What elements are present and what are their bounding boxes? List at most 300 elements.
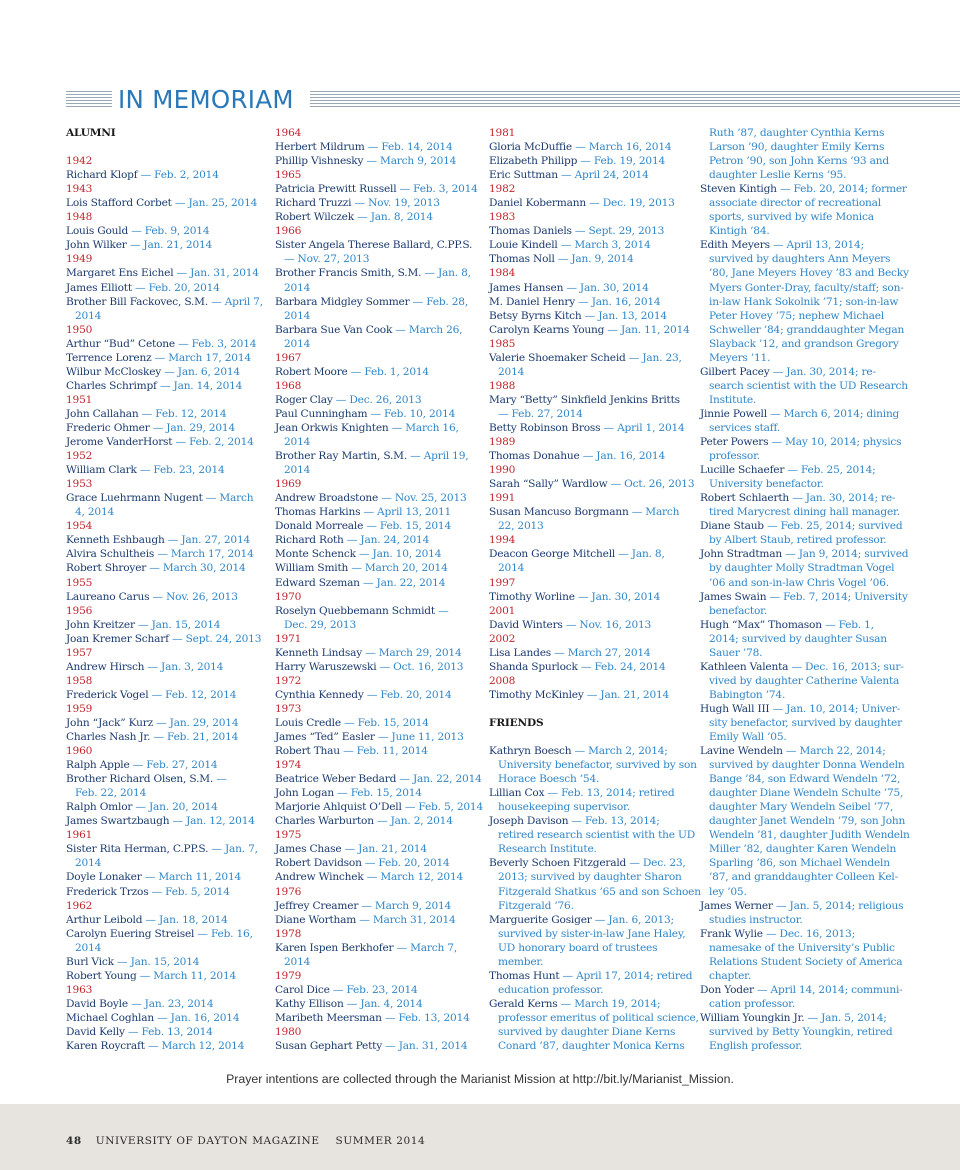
person-name: James Hansen	[489, 281, 564, 294]
entry-detail: — March 30, 2014	[146, 562, 246, 575]
memorial-entry	[66, 800, 262, 814]
entry-detail: — Oct. 16, 2013	[376, 660, 464, 673]
person-name: James Swain	[700, 590, 767, 603]
memorial-entry	[700, 238, 896, 252]
entry-continuation: survived by daughter Diane Kerns	[498, 1026, 676, 1038]
memorial-entry	[275, 1011, 471, 1025]
memorial-entry	[489, 224, 685, 238]
person-name: Kenneth Eshbaugh	[66, 534, 165, 547]
entry-continuation: daughter Janet Wendeln ’79, son John	[709, 815, 906, 828]
entry-continuation: UD honorary board of trustees	[498, 941, 658, 954]
entry-continuation: Meyers ’11.	[709, 351, 771, 364]
memorial-entry	[700, 365, 896, 379]
entry-detail: — Jan. 18, 2014	[142, 913, 228, 926]
entry-detail: — March 11, 2014	[141, 871, 242, 884]
person-name: James Swartzbaugh	[66, 815, 170, 828]
person-name: Ralph Omlor	[66, 801, 133, 814]
entry-detail: — Feb. 7, 2014; University	[766, 590, 908, 603]
memorial-entry	[66, 379, 262, 393]
person-name: John Logan	[275, 787, 334, 800]
memorial-entry	[66, 1039, 262, 1053]
person-name: John Stradtman	[700, 548, 782, 561]
person-name: Richard Roth	[275, 534, 344, 547]
entry-detail: — Feb. 25, 2014; survived	[763, 520, 903, 533]
entry-continuation: associate director of recreational	[709, 197, 881, 210]
entry-detail: — Jan. 8, 2014	[353, 211, 433, 224]
person-name: Thomas Daniels	[489, 225, 572, 238]
prayer-intentions-note: Prayer intentions are collected through the Marianist Mission at http://bit.ly/Marianist_Mission.	[226, 1072, 734, 1086]
person-name: Jean Orkwis Knighten	[275, 421, 389, 434]
memorial-entry	[489, 688, 685, 702]
person-name: Frank Wylie	[700, 927, 763, 940]
entry-continuation: survived by daughters Ann Meyers	[709, 253, 891, 266]
entry-continuation: University benefactor, survived by son	[498, 759, 697, 772]
person-name: M. Daniel Henry	[489, 295, 576, 308]
memorial-entry	[66, 716, 262, 730]
class-year: 1974	[275, 759, 302, 772]
entry-continuation: by daughter Molly Stradtman Vogel	[709, 562, 895, 575]
entry-continuation: Slayback ’12, and grandson Gregory	[709, 337, 899, 350]
section-heading: ALUMNI	[66, 127, 116, 139]
entry-detail: — Jan. 6, 2014	[161, 365, 240, 378]
memorial-entry	[700, 983, 903, 997]
entry-continuation: 4, 2014	[75, 506, 115, 519]
entry-detail: — March 3, 2014	[557, 239, 651, 252]
memorial-entry	[275, 772, 482, 786]
entry-continuation: in-law Hank Sokolnik ’71; son-in-law	[709, 295, 899, 308]
entry-continuation: — Feb. 27, 2014	[498, 407, 583, 420]
memorial-entry	[275, 730, 471, 744]
decorative-rules-right	[310, 91, 960, 107]
person-name: Gloria McDuffie	[489, 141, 572, 154]
page-number: 48	[66, 1135, 82, 1147]
memorial-entry	[489, 547, 685, 561]
person-name: Kathy Ellison	[275, 997, 344, 1010]
entry-detail: — Jan. 20, 2014	[132, 801, 218, 814]
entry-detail: — March 31, 2014	[356, 913, 456, 926]
memorial-entry	[275, 983, 471, 997]
class-year: 1985	[489, 337, 516, 350]
entry-continuation: chapter.	[709, 969, 752, 982]
entry-detail: — Jan. 4, 2014	[343, 997, 423, 1010]
memorial-entry	[275, 814, 471, 828]
class-year: 1969	[275, 478, 302, 491]
person-name: Shanda Spurlock	[489, 660, 578, 673]
memorial-entry	[275, 561, 471, 575]
person-name: Maribeth Meersman	[275, 1011, 382, 1024]
person-name: Donald Morreale	[275, 520, 364, 533]
person-name: Carolyn Euering Streisel	[66, 927, 195, 940]
person-name: William Clark	[66, 464, 137, 477]
class-year: 1994	[489, 534, 516, 547]
person-name: John “Jack” Kurz	[66, 716, 153, 729]
entry-detail: — March 22, 2014;	[782, 745, 886, 758]
memorial-entry	[66, 842, 262, 856]
entry-detail: — Jan. 16, 2014	[579, 450, 665, 463]
entry-detail: — Feb. 15, 2014	[340, 716, 429, 729]
entry-detail: — Jan 9, 2014; survived	[781, 548, 909, 561]
person-name: Joseph Davison	[489, 815, 569, 828]
entry-detail: — Feb. 16,	[194, 927, 253, 940]
entry-detail: — March 16, 2014	[571, 141, 672, 154]
person-name: Karen Ispen Berkhofer	[275, 941, 394, 954]
class-year: 1971	[275, 632, 302, 645]
person-name: David Kelly	[66, 1026, 125, 1038]
memorial-entry	[275, 842, 471, 856]
person-name: John Kreitzer	[66, 618, 135, 631]
entry-detail: — Jan. 24, 2014	[343, 534, 430, 547]
entry-detail: — April 1, 2014	[600, 421, 685, 434]
entry-detail: — March 17, 2014	[154, 548, 254, 561]
person-name: Joan Kremer Scharf	[66, 632, 169, 645]
person-name: Gilbert Pacey	[700, 365, 770, 378]
column-2	[275, 126, 484, 1053]
memorial-entry	[489, 856, 685, 870]
memorial-entry	[489, 477, 695, 491]
entry-continuation: education professor.	[498, 983, 604, 996]
entry-detail: — March	[628, 506, 680, 519]
memorial-entry	[700, 744, 896, 758]
entry-detail: — Feb. 10, 2014	[367, 407, 456, 420]
memorial-entry	[489, 590, 685, 604]
entry-detail: — Dec. 23,	[626, 857, 686, 870]
class-year: 2008	[489, 674, 516, 687]
column-4	[700, 126, 910, 1053]
person-name: Richard Klopf	[66, 169, 138, 182]
memorial-entry	[275, 800, 484, 814]
entry-detail: — Feb. 15, 2014	[333, 787, 422, 800]
entry-detail: — March 16,	[388, 421, 459, 434]
entry-continuation: Schweller ’84; granddaughter Megan	[709, 323, 905, 336]
entry-detail: — March 27, 2014	[551, 646, 651, 659]
entry-detail: — Dec. 26, 2013	[332, 393, 422, 406]
entry-continuation: Horace Boesch ’54.	[498, 773, 600, 786]
entry-detail: — Jan. 31, 2014	[381, 1040, 468, 1053]
memorial-entry	[66, 632, 262, 646]
person-name: John Wilker	[66, 239, 127, 252]
person-name: Barbara Midgley Sommer	[275, 295, 410, 308]
memorial-entry	[489, 660, 685, 674]
class-year: 1955	[66, 576, 93, 589]
memorial-entry	[275, 870, 471, 884]
memorial-entry	[275, 323, 471, 337]
section-header	[66, 84, 960, 116]
memorial-entry	[66, 168, 262, 182]
class-year: 1958	[66, 674, 93, 687]
memorial-entry	[700, 519, 903, 533]
person-name: Elizabeth Philipp	[489, 155, 578, 168]
page-title: IN MEMORIAM	[118, 85, 294, 114]
entry-continuation: 2014	[284, 281, 311, 294]
memorial-entry	[275, 547, 471, 561]
memorial-entry	[275, 154, 471, 168]
column-3	[489, 126, 701, 1053]
memorial-entry	[275, 646, 471, 660]
entry-detail: — March 20, 2014	[348, 562, 448, 575]
entry-continuation: 2014	[284, 464, 311, 477]
memorial-entry	[275, 604, 471, 618]
entry-continuation: Wendeln ’81, daughter Judith Wendeln	[709, 829, 910, 842]
person-name: Frederick Vogel	[66, 688, 149, 701]
person-name: Robert Young	[66, 969, 137, 982]
person-name: Lucille Schaefer	[700, 464, 785, 477]
entry-detail: — Feb. 12, 2014	[138, 407, 227, 420]
entry-detail: — Feb. 20, 2014	[131, 281, 220, 294]
memorial-entry	[275, 716, 471, 730]
entry-continuation: 2014	[498, 365, 525, 378]
person-name: Frederic Ohmer	[66, 421, 150, 434]
entry-continuation: Bange ’84, son Edward Wendeln ’72,	[709, 773, 901, 786]
entry-detail: — March 11, 2014	[136, 969, 237, 982]
entry-continuation: namesake of the University’s Public	[709, 941, 895, 954]
class-year: 1952	[66, 450, 93, 463]
entry-detail: — Jan. 30, 2014	[563, 281, 649, 294]
memorial-entry	[489, 505, 685, 519]
entry-detail: — May 10, 2014; physics	[768, 436, 902, 449]
entry-detail: — Dec. 19, 2013	[585, 197, 675, 210]
person-name: Timothy McKinley	[489, 688, 584, 701]
entry-detail: — April 13, 2011	[360, 506, 452, 519]
person-name: Charles Nash Jr.	[66, 731, 151, 744]
class-year: 1983	[489, 211, 516, 224]
person-name: Kenneth Lindsay	[275, 646, 363, 659]
entry-detail: — Feb. 23, 2014	[329, 983, 418, 996]
entry-continuation: tired Marycrest dining hall manager.	[709, 506, 900, 519]
class-year: 1984	[489, 267, 516, 280]
class-year: 1956	[66, 604, 93, 617]
person-name: Andrew Hirsch	[66, 660, 145, 673]
entry-detail: — Jan. 27, 2014	[164, 534, 251, 547]
person-name: Lisa Landes	[489, 646, 552, 659]
entry-detail: — Jan. 15, 2014	[134, 618, 221, 631]
person-name: Brother Ray Martin, S.M.	[275, 450, 407, 463]
person-name: Andrew Broadstone	[275, 492, 379, 505]
memorial-entry	[66, 618, 262, 632]
entry-detail: — Feb. 3, 2014	[174, 337, 257, 350]
person-name: Cynthia Kennedy	[275, 688, 364, 701]
entry-detail: — Feb. 2, 2014	[172, 436, 254, 449]
entry-detail: — Feb. 20, 2014	[363, 688, 452, 701]
memorial-entry	[275, 407, 471, 421]
entry-detail: — Jan. 31, 2014	[173, 267, 259, 280]
memorial-entry	[66, 955, 262, 969]
person-name: Sister Angela Therese Ballard, C.PP.S.	[275, 239, 473, 252]
class-year: 1963	[66, 983, 93, 996]
entry-detail: — March 29, 2014	[362, 646, 462, 659]
memorial-entry	[700, 435, 902, 449]
memorial-entry	[66, 421, 262, 435]
memorial-entry	[489, 969, 693, 983]
memorial-entry	[700, 547, 909, 561]
decorative-rules-left	[66, 91, 112, 107]
memorial-entry	[700, 463, 896, 477]
person-name: Robert Schlaerth	[700, 492, 790, 505]
memorial-entry	[66, 238, 262, 252]
memorial-entry	[700, 899, 904, 913]
person-name: David Boyle	[66, 997, 128, 1010]
entry-continuation: University benefactor.	[709, 478, 824, 491]
memorial-entry	[275, 533, 471, 547]
entry-continuation: studies instructor.	[709, 913, 803, 926]
memorial-entry	[700, 660, 904, 674]
person-name: Doyle Lonaker	[66, 871, 142, 884]
entry-continuation: ’80, Jane Meyers Hovey ’83 and Becky	[709, 267, 909, 280]
entry-continuation: 2014	[75, 309, 102, 322]
entry-continuation: 2013; survived by daughter Sharon	[498, 871, 682, 884]
memorial-entry	[275, 140, 471, 154]
entry-detail: — Jan. 30, 2014; re-	[789, 492, 896, 505]
entry-detail: — Jan. 3, 2014	[144, 660, 224, 673]
memorial-entry	[66, 758, 262, 772]
person-name: Louis Credle	[275, 716, 341, 729]
person-name: Robert Moore	[275, 365, 348, 378]
memorial-entry	[275, 997, 471, 1011]
person-name: John Callahan	[66, 407, 139, 420]
entry-continuation: English professor.	[709, 1040, 803, 1053]
entry-continuation: Fitzgerald ’76.	[498, 899, 574, 912]
person-name: Thomas Donahue	[489, 450, 580, 463]
class-year: 1967	[275, 351, 302, 364]
class-year: 1965	[275, 169, 302, 182]
person-name: Deacon George Mitchell	[489, 548, 616, 561]
person-name: Patricia Prewitt Russell	[275, 183, 397, 196]
class-year: 1951	[66, 393, 93, 406]
entry-continuation: services staff.	[709, 421, 780, 434]
person-name: Beverly Schoen Fitzgerald	[489, 857, 627, 870]
entry-continuation: Peter Hovey ’75; nephew Michael	[709, 309, 885, 322]
person-name: Brother Francis Smith, S.M.	[275, 267, 422, 280]
memorial-entry	[275, 913, 471, 927]
memorial-entry	[66, 266, 262, 280]
entry-detail: — Jan. 29, 2014	[152, 716, 239, 729]
memorial-entry	[66, 927, 262, 941]
class-year: 1953	[66, 478, 93, 491]
entry-detail: — June 11, 2013	[374, 731, 464, 744]
entry-detail: — Jan. 13, 2014	[581, 309, 667, 322]
entry-continuation: daughter Diane Wendeln Schulte ’75,	[709, 787, 904, 800]
memorial-entry	[489, 168, 685, 182]
memorial-entry	[275, 941, 471, 955]
class-year: 2002	[489, 632, 516, 645]
memorial-entry	[275, 393, 471, 407]
entry-continuation: 2014	[498, 562, 525, 575]
spacer	[489, 702, 685, 716]
entry-continuation: Ruth ’87, daughter Cynthia Kerns	[709, 127, 885, 139]
memorial-entry	[489, 814, 685, 828]
entry-detail: — Feb. 21, 2014	[150, 731, 239, 744]
person-name: Andrew Winchek	[275, 871, 364, 884]
person-name: William Youngkin Jr.	[700, 1011, 805, 1024]
person-name: Arthur Leibold	[66, 913, 143, 926]
class-year: 1989	[489, 436, 516, 449]
class-year: 1961	[66, 829, 93, 842]
entry-detail: — Jan. 6, 2013;	[591, 913, 674, 926]
memorial-entry	[275, 449, 471, 463]
entry-detail: — Feb. 20, 2014; former	[776, 183, 907, 196]
class-year: 1972	[275, 674, 302, 687]
entry-detail: — Jan. 30, 2014	[574, 590, 661, 603]
entry-detail: — Oct. 26, 2013	[607, 478, 695, 491]
entry-detail: — Nov. 19, 2013	[351, 197, 440, 210]
memorial-entry	[66, 870, 262, 884]
memorial-entry	[66, 561, 262, 575]
entry-continuation: benefactor.	[709, 604, 768, 617]
entry-detail: — Feb. 12, 2014	[148, 688, 237, 701]
person-name: Charles Warburton	[275, 815, 374, 828]
person-name: Ralph Apple	[66, 759, 130, 772]
entry-continuation: by Albert Staub, retired professor.	[709, 534, 887, 547]
memorial-entry	[66, 547, 262, 561]
memorial-entry	[66, 997, 262, 1011]
entry-detail: — Nov. 25, 2013	[378, 492, 467, 505]
entry-continuation: retired research scientist with the UD	[498, 829, 696, 842]
entry-detail: — Jan. 23,	[625, 351, 682, 364]
person-name: Sarah “Sally” Wardlow	[489, 478, 608, 491]
person-name: Charles Schrimpf	[66, 379, 157, 392]
memorial-entry	[489, 913, 685, 927]
entry-detail: — Jan. 15, 2014	[113, 955, 200, 968]
person-name: Harry Waruszewski	[275, 660, 377, 673]
class-year: 1982	[489, 183, 516, 196]
entry-continuation: sports, survived by wife Monica	[709, 211, 874, 224]
entry-detail: — Sept. 29, 2013	[571, 225, 665, 238]
class-year: 1962	[66, 899, 93, 912]
entry-continuation: Dec. 29, 2013	[284, 618, 357, 631]
person-name: James Chase	[275, 843, 342, 856]
person-name: Diane Staub	[700, 520, 764, 533]
person-name: Roger Clay	[275, 393, 333, 406]
page-footer	[0, 1104, 960, 1170]
entry-continuation: Sauer ’78.	[709, 646, 763, 659]
memorial-entry	[700, 1011, 896, 1025]
memorial-entry	[275, 576, 471, 590]
entry-continuation: 2014	[284, 436, 311, 449]
memorial-entry	[275, 899, 471, 913]
entry-continuation: survived by Betty Youngkin, retired	[709, 1026, 893, 1038]
entry-continuation: Conard ’87, daughter Monica Kerns	[498, 1040, 685, 1053]
entry-detail: — Jan. 22, 2014	[396, 773, 482, 786]
memorial-entry	[66, 407, 262, 421]
person-name: Brother Richard Olsen, S.M.	[66, 773, 214, 786]
person-name: Marjorie Ahlquist O’Dell	[275, 801, 402, 814]
entry-detail: — March 9, 2014	[363, 155, 457, 168]
entry-detail: — Nov. 16, 2013	[562, 618, 652, 631]
memorial-entry	[66, 1025, 262, 1039]
person-name: Peter Powers	[700, 436, 769, 449]
class-year: 1976	[275, 885, 302, 898]
memorial-entry	[275, 660, 471, 674]
person-name: Barbara Sue Van Cook	[275, 323, 393, 336]
person-name: Edith Meyers	[700, 239, 770, 252]
entry-detail: — Jan. 16, 2014	[153, 1011, 240, 1024]
person-name: Robert Davidson	[275, 857, 362, 870]
memorial-entry	[489, 393, 685, 407]
entry-detail: — Jan. 21, 2014	[583, 688, 670, 701]
class-year: 1970	[275, 590, 302, 603]
memorial-entry	[489, 295, 685, 309]
entry-detail: — Jan. 10, 2014	[355, 548, 442, 561]
entry-continuation: professor emeritus of political science,	[498, 1011, 699, 1024]
memorial-entry	[489, 252, 685, 266]
entry-continuation: Sparling ’86, son Michael Wendeln	[709, 857, 890, 870]
entry-detail: — March 12, 2014	[363, 871, 464, 884]
person-name: Paul Cunningham	[275, 407, 368, 420]
section-heading: FRIENDS	[489, 716, 544, 729]
memorial-entry	[700, 590, 908, 604]
memorial-entry	[66, 660, 262, 674]
entry-detail: — Jan. 10, 2014; Univer-	[769, 702, 901, 715]
person-name: Sister Rita Herman, C.PP.S.	[66, 843, 209, 856]
